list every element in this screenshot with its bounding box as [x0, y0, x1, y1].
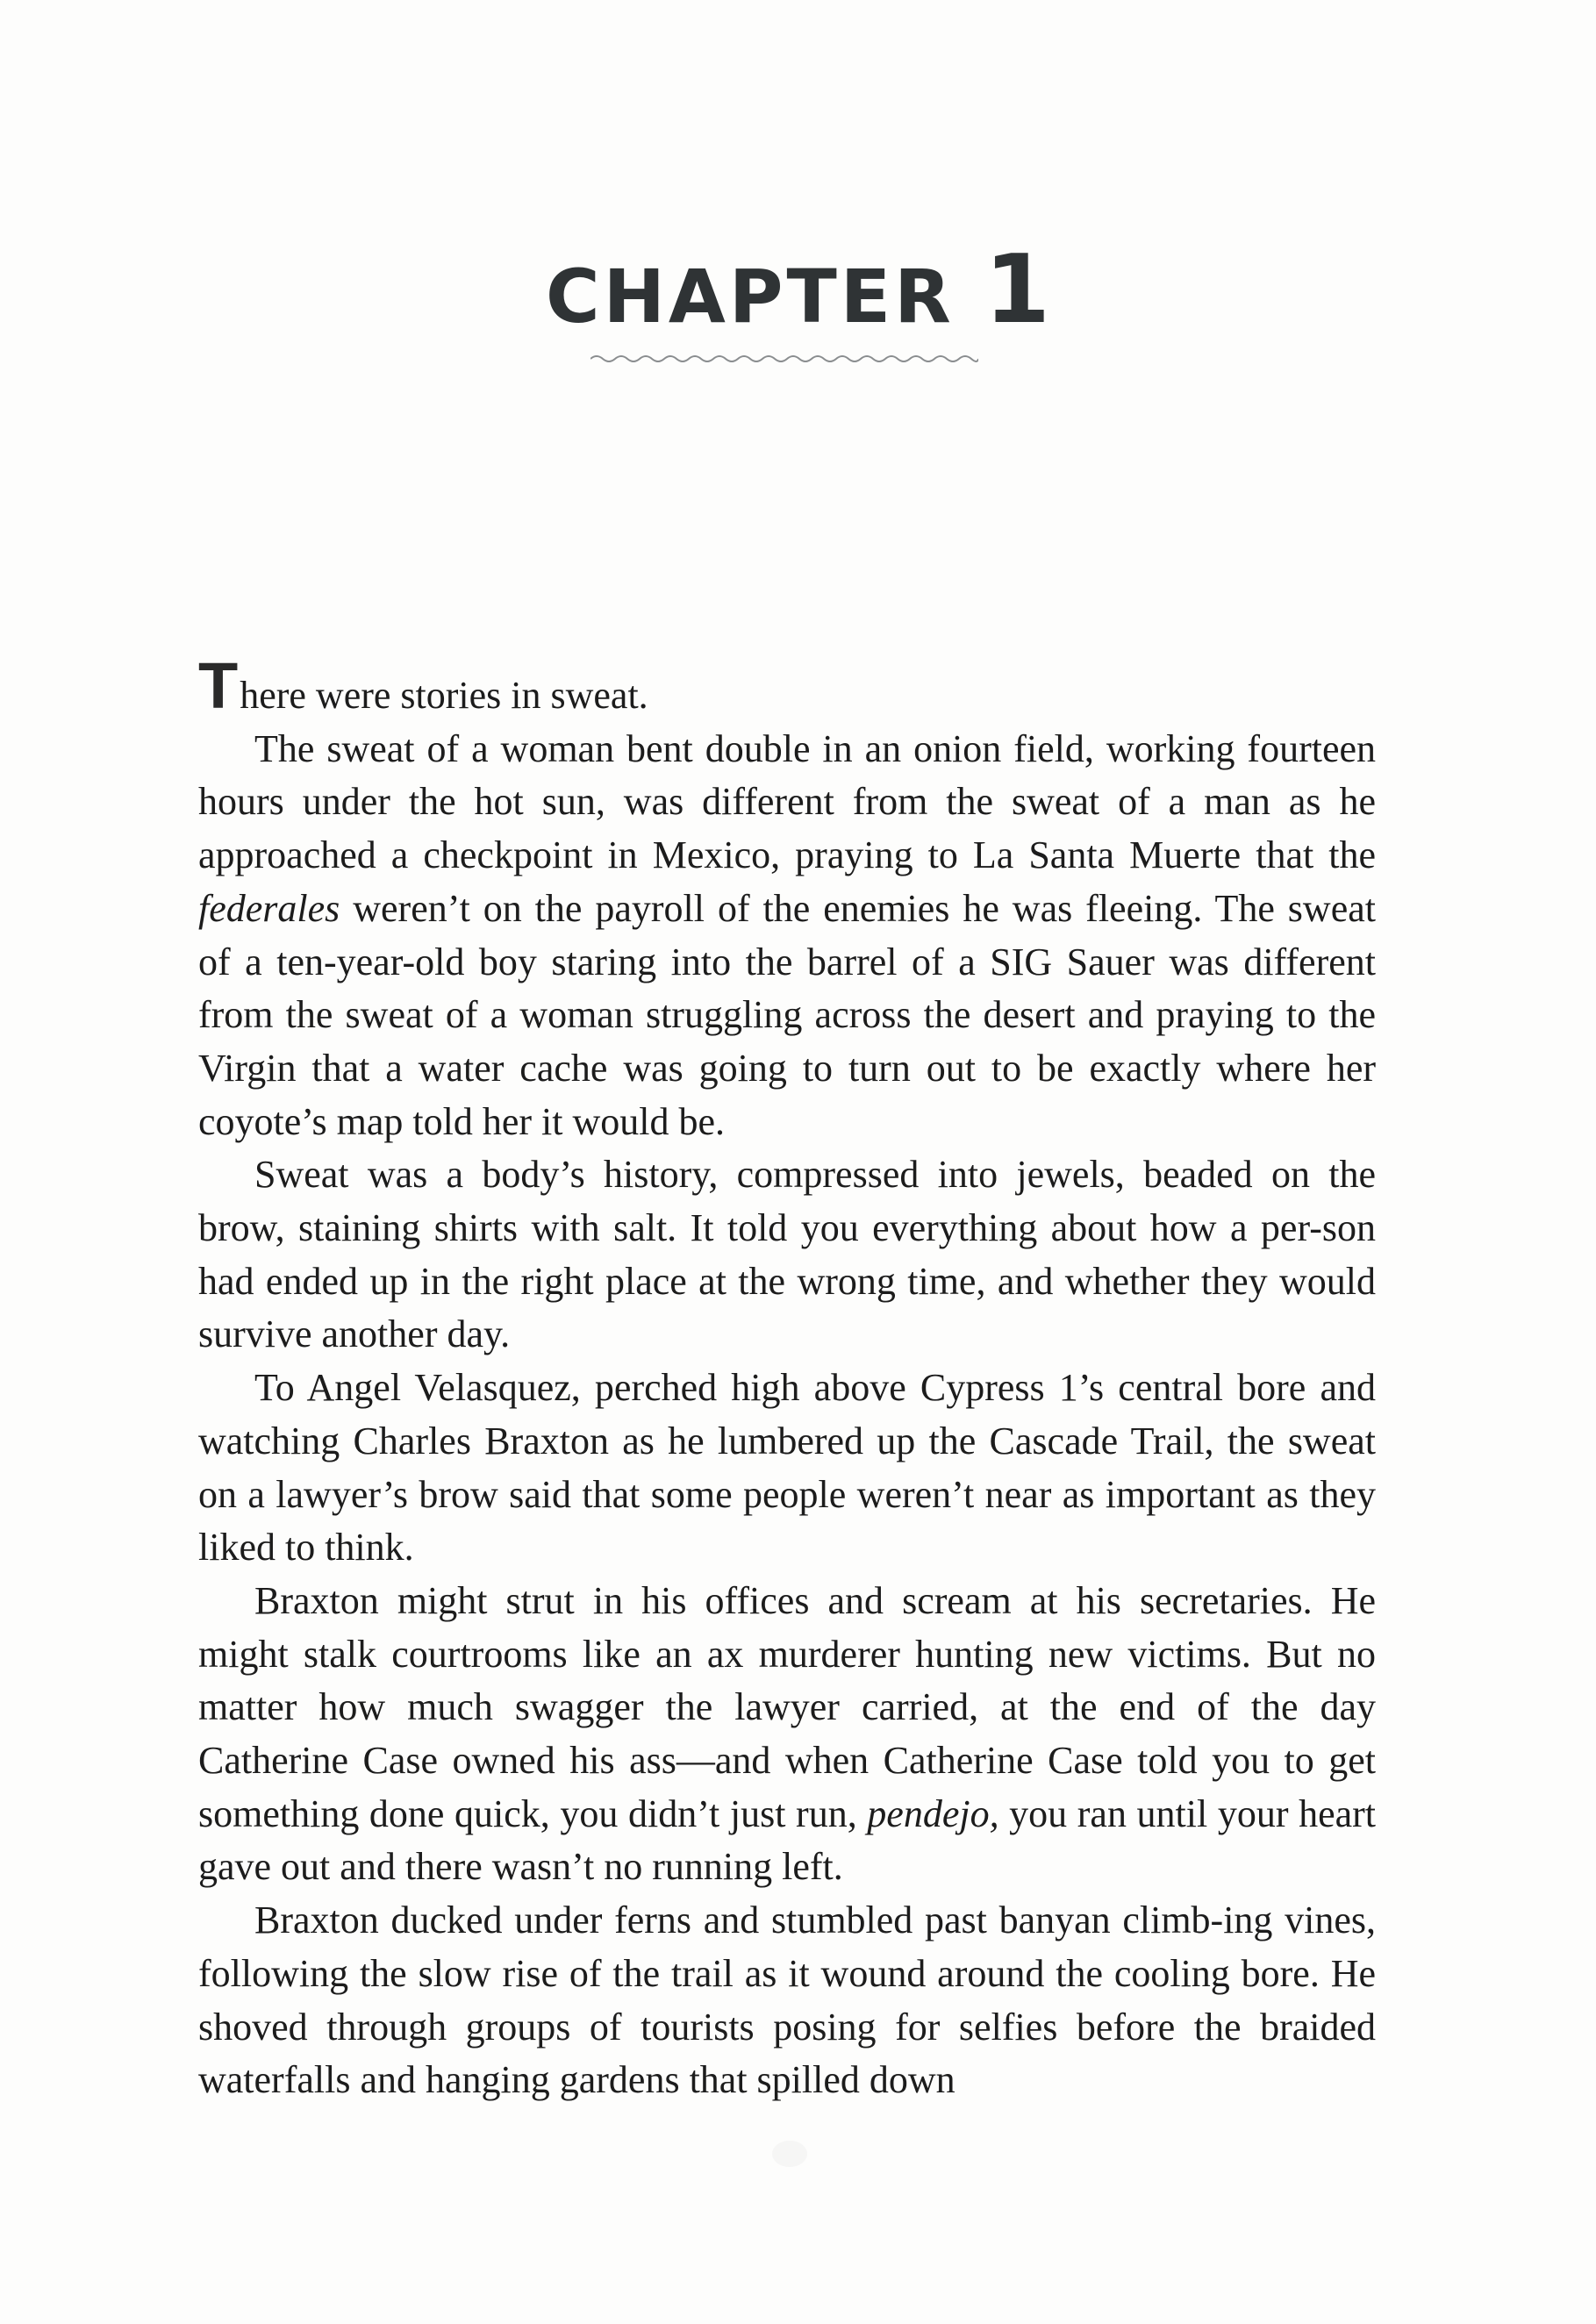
drop-cap: T: [198, 649, 239, 722]
paragraph-text: The sweat of a woman bent double in an onion field, working fourteen hours under the hot sun, was different from the sweat of a man as he approached a checkpoint in Mexico, praying to La Santa Muerte that the: [198, 726, 1376, 877]
paragraph: [198, 723, 1376, 1149]
paragraph-text: weren’t on the payroll of the enemies he was fleeing. The sweat of a ten-year-old boy staring into the barrel of a SIG Sauer was different from the sweat of a woman struggling across the desert and praying to the Virgin that a water cache was going to turn out to be exactly where her coyote’s map told her it would be.: [198, 886, 1376, 1143]
chapter-label: CHAPTER: [545, 254, 955, 340]
paragraph: To Angel Velasquez, perched high above Cypress 1’s central bore and watching Charles Braxton as he lumbered up the Cascade Trail, the sweat on a lawyer’s brow said that some people weren’t near as important as they liked to think.: [198, 1366, 1376, 1570]
paper-smudge: [772, 2141, 807, 2167]
paragraph-text: here were stories in sweat.: [240, 674, 648, 717]
paragraph-text: you ran until your heart gave out and there wasn’t no running left.: [198, 1791, 1376, 1889]
paragraph-opening: [198, 649, 1376, 723]
italic-word: federales: [198, 886, 340, 930]
chapter-heading: [0, 235, 1596, 345]
paragraph-text: Braxton might strut in his offices and scream at his secretaries. He might stalk courtrooms like an ax murderer hunting new victims. But no matter how much swagger the lawyer carried, at the end of the day Catherine Case owned his ass—and when Catherine Case told you to get something done quick, you didn’t just run,: [198, 1578, 1376, 1835]
paragraph: Braxton ducked under ferns and stumbled past banyan climb-ing vines, following the slow rise of the trail as it wound around the cooling bore. He shoved through groups of tourists posing for selfies before the braided waterfalls and hanging gardens that spilled down: [198, 1899, 1376, 2102]
italic-word: pendejo,: [867, 1791, 999, 1835]
chapter-wavy-rule: [590, 353, 978, 365]
chapter-number: 1: [984, 235, 1051, 345]
paragraph: Sweat was a body’s history, compressed into jewels, beaded on the brow, staining shirts with salt. It told you everything about how a per-son had ended up in the right place at the wrong time, and whether they would survive another day.: [198, 1153, 1376, 1356]
paragraph: [198, 1575, 1376, 1894]
chapter-body: [198, 649, 1376, 2107]
